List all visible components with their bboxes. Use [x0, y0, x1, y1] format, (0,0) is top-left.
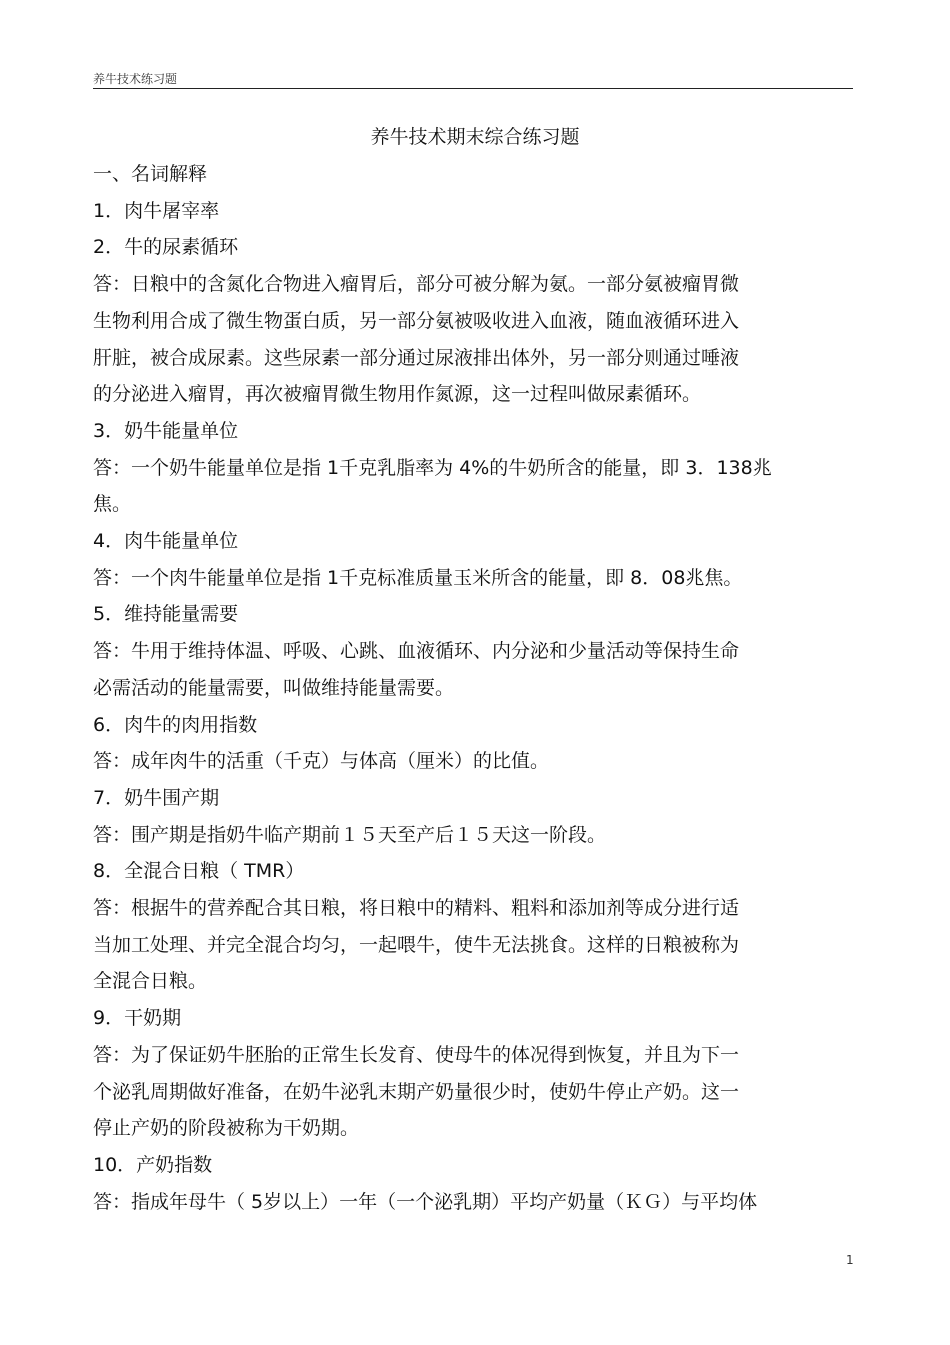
- text-line: 2．牛的尿素循环: [93, 236, 239, 258]
- text-line: 6．肉牛的肉用指数: [93, 714, 258, 736]
- text-line: 一、名词解释: [93, 163, 208, 185]
- running-header: 养牛技术练习题: [93, 72, 178, 86]
- header-rule: [93, 88, 853, 89]
- text-line: 答：一个肉牛能量单位是指 1千克标准质量玉米所含的能量，即 8．08兆焦。: [93, 567, 743, 589]
- text-line: 个泌乳周期做好准备，在奶牛泌乳末期产奶量很少时，使奶牛停止产奶。这一: [93, 1081, 740, 1103]
- text-line: 8．全混合日粮（ TMR）: [93, 860, 305, 882]
- text-line: 答：围产期是指奶牛临产期前１５天至产后１５天这一阶段。: [93, 824, 607, 846]
- text-line: 生物利用合成了微生物蛋白质，另一部分氨被吸收进入血液，随血液循环进入: [93, 310, 740, 332]
- text-line: 的分泌进入瘤胃，再次被瘤胃微生物用作氮源，这一过程叫做尿素循环。: [93, 383, 702, 405]
- text-line: 答：日粮中的含氮化合物进入瘤胃后，部分可被分解为氨。一部分氨被瘤胃微: [93, 273, 740, 295]
- text-line: 答：牛用于维持体温、呼吸、心跳、血液循环、内分泌和少量活动等保持生命: [93, 640, 740, 662]
- page-number: 1: [846, 1253, 854, 1267]
- text-line: 必需活动的能量需要，叫做维持能量需要。: [93, 677, 455, 699]
- text-line: 答：成年肉牛的活重（千克）与体高（厘米）的比值。: [93, 750, 550, 772]
- text-line: 答：指成年母牛（ 5岁以上）一年（一个泌乳期）平均产奶量（ＫＧ）与平均体: [93, 1191, 758, 1213]
- text-line: 答：为了保证奶牛胚胎的正常生长发育、使母牛的体况得到恢复，并且为下一: [93, 1044, 740, 1066]
- text-line: 当加工处理、并完全混合均匀，一起喂牛，使牛无法挑食。这样的日粮被称为: [93, 934, 740, 956]
- text-line: 停止产奶的阶段被称为干奶期。: [93, 1117, 360, 1139]
- text-line: 焦。: [93, 493, 132, 515]
- text-line: 1．肉牛屠宰率: [93, 200, 220, 222]
- text-line: 4．肉牛能量单位: [93, 530, 239, 552]
- document-title: 养牛技术期末综合练习题: [370, 126, 580, 148]
- text-line: 9．干奶期: [93, 1007, 182, 1029]
- text-line: 10．产奶指数: [93, 1154, 213, 1176]
- text-line: 3．奶牛能量单位: [93, 420, 239, 442]
- text-line: 答：一个奶牛能量单位是指 1千克乳脂率为 4%的牛奶所含的能量，即 3．138兆: [93, 457, 772, 479]
- text-line: 全混合日粮。: [93, 970, 208, 992]
- text-line: 肝脏，被合成尿素。这些尿素一部分通过尿液排出体外，另一部分则通过唾液: [93, 347, 740, 369]
- text-line: 答：根据牛的营养配合其日粮，将日粮中的精料、粗料和添加剂等成分进行适: [93, 897, 740, 919]
- text-line: 7．奶牛围产期: [93, 787, 220, 809]
- text-line: 5．维持能量需要: [93, 603, 239, 625]
